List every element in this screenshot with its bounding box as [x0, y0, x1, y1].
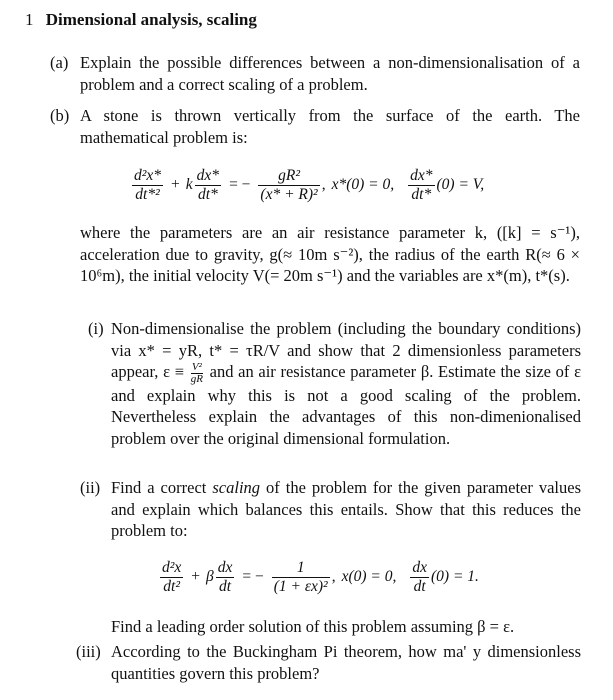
eq1-term2: $\frac{dx*}{dt*}$ — [196, 166, 220, 203]
sub-iii-label: (iii) — [76, 642, 101, 661]
section-title: Dimensional analysis, scaling — [45, 10, 257, 29]
eq1-bc2-rest: (0) = V, — [436, 176, 485, 193]
part-b-intro: A stone is thrown vertically from the surface of the earth. The mathematical problem is: — [80, 106, 580, 147]
sub-i-text: Non-dimensionalise the problem (including the boundary conditions) via x* = yR, t* = τR/V and show that 2 dimensionless parameters appear, ε ≡ $\frac{\text{V²}}{gR}$ and an air resistance parameter β. Estimate the size of ε and explain why this is not a good scaling of the problem. Nevertheless explain the advantages of this non-dimenionalised problem over the original dimensional formulation. — [111, 319, 581, 448]
part-b-parameters: where the parameters are an air resistance parameter k, ([k] = s⁻¹), acceleration due to gravity, g(≈ 10m s⁻²), the radius of the earth R(≈ 6 × 10⁶m), the initial velocity V(= 20m s⁻¹) and the variables are x*(m), t*(s). — [80, 223, 580, 285]
eq1-k: k — [185, 176, 193, 193]
eq2-term2: $\frac{dx}{dt}$ — [217, 558, 233, 595]
equation-2: $\frac{\text{d²x}}{\text{dt²}}$ + β $\frac{dx}{dt}$ = − $\frac{1}{\text{(1 + εx)²}}$ , x(0) = 0, $\frac{dx}{dt}$ (0) = 1. — [162, 558, 479, 595]
eq2-beta: β — [206, 568, 214, 585]
eq2-rhs: $\frac{1}{\text{(1 + εx)²}}$ — [273, 558, 328, 595]
part-a-text: Explain the possible differences between a non-dimensionalisation of a problem and a correct scaling of a problem. — [80, 53, 580, 94]
scaling-emphasis: scaling — [212, 478, 261, 497]
epsilon-fraction: $\frac{\text{V²}}{gR}$ — [190, 360, 203, 385]
part-a-label: (a) — [50, 53, 69, 72]
eq1-rhs: $\frac{\text{gR²}}{\text{(x* + R)²}}$ — [260, 166, 318, 203]
sub-iii-text: According to the Buckingham Pi theorem, how ma' y dimensionless quantities govern this problem? — [111, 642, 581, 683]
equation-1: $\frac{\text{d²x*}}{\text{dt*²}}$ + k $\frac{dx*}{dt*}$ = − $\frac{\text{gR²}}{\text{(x* + R)²}}$ , x*(0) = 0, $\frac{dx*}{dt*}$ (0) = V, — [134, 166, 485, 203]
eq1-term1: $\frac{\text{d²x*}}{\text{dt*²}}$ — [134, 166, 162, 203]
section-heading — [25, 10, 257, 30]
eq1-bc2-frac: $\frac{dx*}{dt*}$ — [410, 166, 433, 203]
sub-ii-text: Find a correct scaling of the problem for the given parameter values and explain which balances this entails. Show that this reduces the problem to: — [111, 478, 581, 540]
eq2-bc2-rest: (0) = 1. — [431, 568, 479, 585]
eq2-term1: $\frac{\text{d²x}}{\text{dt²}}$ — [162, 558, 182, 595]
section-number: 1 — [25, 10, 34, 29]
eq2-bc2-frac: $\frac{dx}{dt}$ — [412, 558, 427, 595]
sub-i-label: (i) — [88, 319, 104, 338]
part-b-label: (b) — [50, 106, 70, 125]
eq1-bc1: x*(0) = 0, — [331, 176, 395, 193]
sub-ii-followup: Find a leading order solution of this problem assuming β = ε. — [111, 617, 515, 636]
eq2-bc1: x(0) = 0, — [341, 568, 397, 585]
sub-ii-label: (ii) — [80, 478, 101, 497]
